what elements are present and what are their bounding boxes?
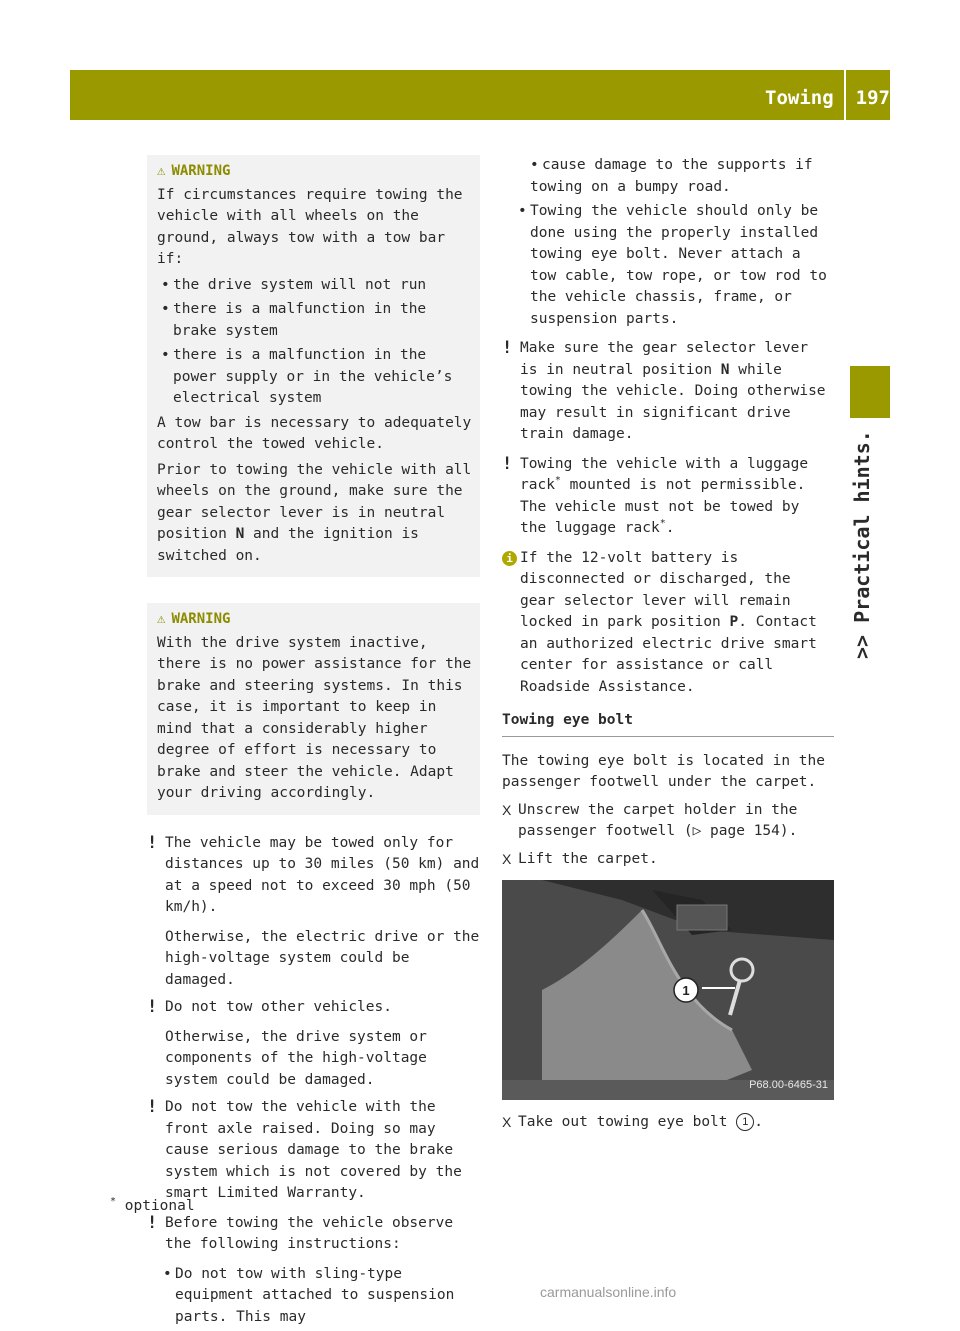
info-icon: i — [502, 551, 517, 566]
warning-box-2 — [147, 603, 480, 815]
step-1: X Unscrew the carpet holder in the passenger footwell (▷ page 154). — [502, 800, 834, 843]
warning-paragraph: Prior to towing the vehicle with all wheels on the ground, make sure the gear selector lever is in neutral position N and the ignition is switched on. — [157, 461, 472, 564]
header — [765, 88, 890, 120]
note-6: ! Towing the vehicle with a luggage rack* mounted is not permissible. The vehicle must not be towed by the luggage rack*. — [502, 453, 809, 536]
caution-icon: ! — [147, 1212, 158, 1233]
list-item-continued: • cause damage to the supports if towing on a bumpy road. — [502, 155, 834, 198]
warning-box-1 — [147, 155, 480, 577]
page-title: Towing — [765, 87, 834, 109]
callout-1: 1 — [736, 1113, 754, 1131]
page-number: 197 — [855, 87, 890, 109]
note-4: ! Before towing the vehicle observe the following instructions: — [147, 1212, 454, 1252]
list-item: • there is a malfunction in the power supply or in the vehicle’s electrical system — [157, 345, 472, 410]
step-3: X Take out towing eye bolt 1 . — [502, 1112, 834, 1134]
figure-callout-1: 1 — [682, 983, 690, 998]
note-subtext: Otherwise, the drive system or components of the high-voltage system could be damaged. — [165, 1028, 427, 1088]
left-column — [147, 155, 480, 1331]
figure-code: P68.00-6465-31 — [749, 1078, 828, 1091]
list-item: • Do not tow with sling-type equipment attached to suspension parts. This may — [147, 1264, 480, 1329]
section-intro: The towing eye bolt is located in the passenger footwell under the carpet. — [502, 752, 826, 790]
note-subtext: Otherwise, the electric drive or the high-voltage system could be damaged. — [165, 928, 480, 988]
info-note: i If the 12-volt battery is disconnected or discharged, the gear selector lever will remain locked in park position P. Contact an authorized electric drive smart center for assistance or call Roadside Assistance. — [502, 548, 834, 699]
warning-title: WARNING — [171, 163, 231, 179]
note-2: ! Do not tow other vehicles. — [147, 997, 392, 1017]
footnote: * optional — [110, 1196, 195, 1214]
caution-icon: ! — [502, 338, 513, 358]
warning-icon: ⚠ — [157, 611, 166, 627]
note-3: ! Do not tow the vehicle with the front axle raised. Doing so may cause serious damage to the brake system which is not covered by the smart Limited Warranty. — [147, 1097, 462, 1201]
caution-icon: ! — [147, 832, 158, 853]
note-1: ! The vehicle may be towed only for distances up to 30 miles (50 km) and at a speed not to exceed 30 mph (50 km/h). — [147, 832, 480, 915]
warning-title: WARNING — [171, 611, 231, 627]
list-item: • there is a malfunction in the brake system — [157, 299, 472, 342]
step-2: X Lift the carpet. — [502, 849, 834, 871]
section-title: Towing eye bolt — [502, 710, 834, 737]
figure-towing-eye-bolt — [502, 880, 834, 1100]
list-item: • Towing the vehicle should only be done using the properly installed towing eye bolt. Never attach a tow cable, tow rope, or tow rod to the vehicle chassis, frame, or suspension parts. — [502, 201, 834, 330]
side-tab-label: >> Practical hints. — [850, 430, 874, 659]
caution-icon: ! — [147, 1097, 158, 1117]
caution-icon: ! — [147, 997, 158, 1017]
figure-illustration — [502, 880, 834, 1100]
list-item: • the drive system will not run — [157, 275, 472, 297]
warning-intro: If circumstances require towing the vehicle with all wheels on the ground, always tow with a tow bar if: — [157, 186, 463, 267]
warning-text: With the drive system inactive, there is no power assistance for the brake and steering systems. In this case, it is important to keep in mind that a considerably higher degree of effort is necessary to brake and steer the vehicle. Adapt your driving accordingly. — [157, 634, 472, 801]
right-column — [502, 155, 834, 1140]
warning-icon: ⚠ — [157, 163, 166, 179]
note-5: ! Make sure the gear selector lever is in neutral position N while towing the vehicle. Doing otherwise may result in significant drive train damage. — [502, 338, 826, 442]
watermark: carmanualsonline.info — [540, 1284, 677, 1300]
warning-paragraph: A tow bar is necessary to adequately control the towed vehicle. — [157, 414, 472, 452]
caution-icon: ! — [502, 453, 513, 474]
side-tab — [850, 366, 890, 418]
